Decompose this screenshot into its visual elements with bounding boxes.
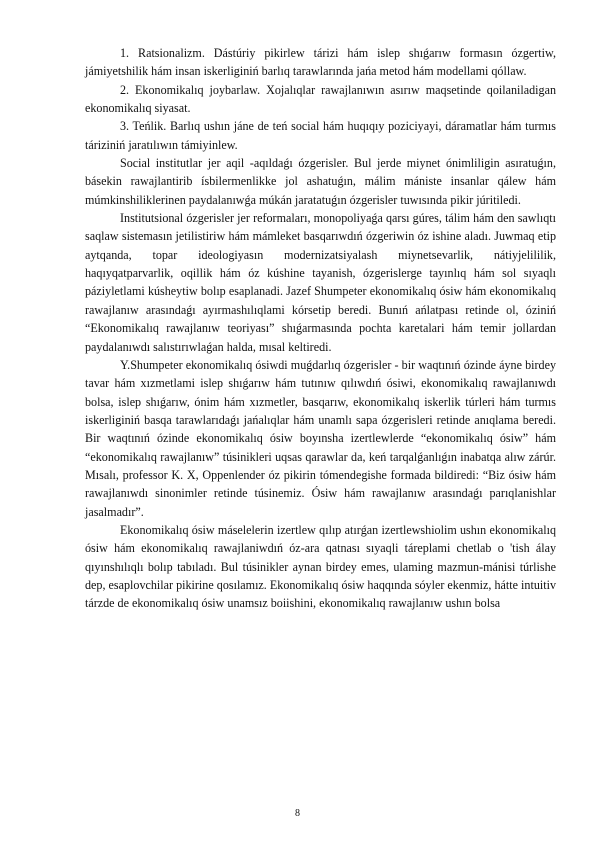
page-number: 8 — [295, 808, 300, 819]
paragraph-institutional-changes: Institutsional ózgerisler jer reformaları, monopoliyaǵa qarsı gúres, tálim hám den sawlıqtı saqlaw sistemasın jetilistiriw hám mámleket basqarıwdıń ózgeriwin óz ishine aladı. Juwmaq etip aytqanda, topar ideologiyasın modernizatsiyalash miynetsevarlik, nátiyjelililik, haqıyqatparvarlik, oqillik hám óz kúshine tayanish, ózgerislerge tayınlıq hám sol sıyaqlı páziyletlami kúsheytiw bolıp esaplanadi. Jazef Shumpeter ekonomikalıq ósiw hám ekonomikalıq rawajlanıw arasındaǵı ayırmashılıqlami kórsetip beredi. Bunıń ańlatpası retinde ol, óziniń “Ekonomikalıq rawajlanıw teoriyası” shıǵarmasında pochta karetalari hám temir jollardan paydalanıwdı salıstırıwlaǵan halda, mısal keltiredi. — [85, 211, 556, 354]
paragraph-growth-vs-development: Ekonomikalıq ósiw máselelerin izertlew qılıp atırǵan izertlewshiolim ushın ekonomikalıq ósiw hám ekonomikalıq rawajlaniwdıń óz-ara qatnası sıyaqli táreplami chetlab o 'tish álay qıyınshılıqlı bolıp tabıladı. Bul túsinikler aynan birdey emes, ulaming mazmun-mánisi túrlishe dep, esaplovchilar pikirine qosılamız. Ekonomikalıq ósiw haqqında sóyler ekenmiz, hátte intuitiv tárzde de ekonomikalıq ósiw unamsız boiishini, ekonomikalıq rawajlanıw ushın bolsa — [85, 522, 556, 611]
paragraph-rationalism: 1. Ratsionalizm. Dástúriy pikirlew tárizi hám islep shıǵarıw formasın ózgertiw, jámiyetshilik hám insan iskerliginiń barlıq tarawlarında jańa metod hám modellami qóllaw. — [85, 46, 556, 79]
paragraph-social-institutions: Social institutlar jer aqil -aqıldaǵı ózgerisler. Bul jerde miynet ónimliligin asıratuǵın, básekin rawajlantirib ísbilermenlikke jol ashatuǵın, málim mániste insanlar qálew hám múmkinshiliklerinen paydalanıwǵa múkán jaratatuǵın ózgerisler tuwısında pikir júritiledi. — [85, 156, 556, 207]
paragraph-economic-planning: 2. Ekonomikalıq joybarlaw. Xojalıqlar rawajlanıwın asırıw maqsetinde qoilaniladigan ekonomikalıq siyasat. — [85, 82, 556, 116]
paragraph-equality: 3. Teńlik. Barlıq ushın jáne de teń social hám huqıqıy poziciyayi, dáramatlar hám turmıs táriziniń jaratılıwın támiyinlew. — [85, 119, 556, 152]
page-body — [85, 44, 556, 613]
paragraph-schumpeter: Y.Shumpeter ekonomikalıq ósiwdi muǵdarlıq ózgerisler - bir waqtınıń ózinde áyne birdey tavar hám xızmetlami islep shıǵarıw hám tutınıw qılıwdıń ósiwi, ekonomikalıq rawajlanıwdı bolsa, islep shıǵarıw, ónim hám xızmetler, basqarıw, ekonomikalıq iskerlik túrleri hám turmıs iskerliginiń basqa tarawlarıdaǵı jańalıqlar hám unamlı sapa ózgerisleri retinde anıqlama beredi. Bir waqtınıń ózinde ekonomikalıq ósiw boyınsha izertlewlerde “ekonomikalıq ósiw” hám “ekonomikalıq rawajlanıw” túsinikleri uqsas qarawlar da, keń tarqalǵanlıǵın inabatqa alıw zárúr. Mısalı, professor K. X, Oppenlender óz pikirin tómendegishe formada bildiredi: “Biz ósiw hám rawajlanıwdı sinonimler retinde túsinemiz. Ósiw hám rawajlanıw arasındaǵı parıqlanishlar jasalmadır”. — [85, 357, 556, 519]
